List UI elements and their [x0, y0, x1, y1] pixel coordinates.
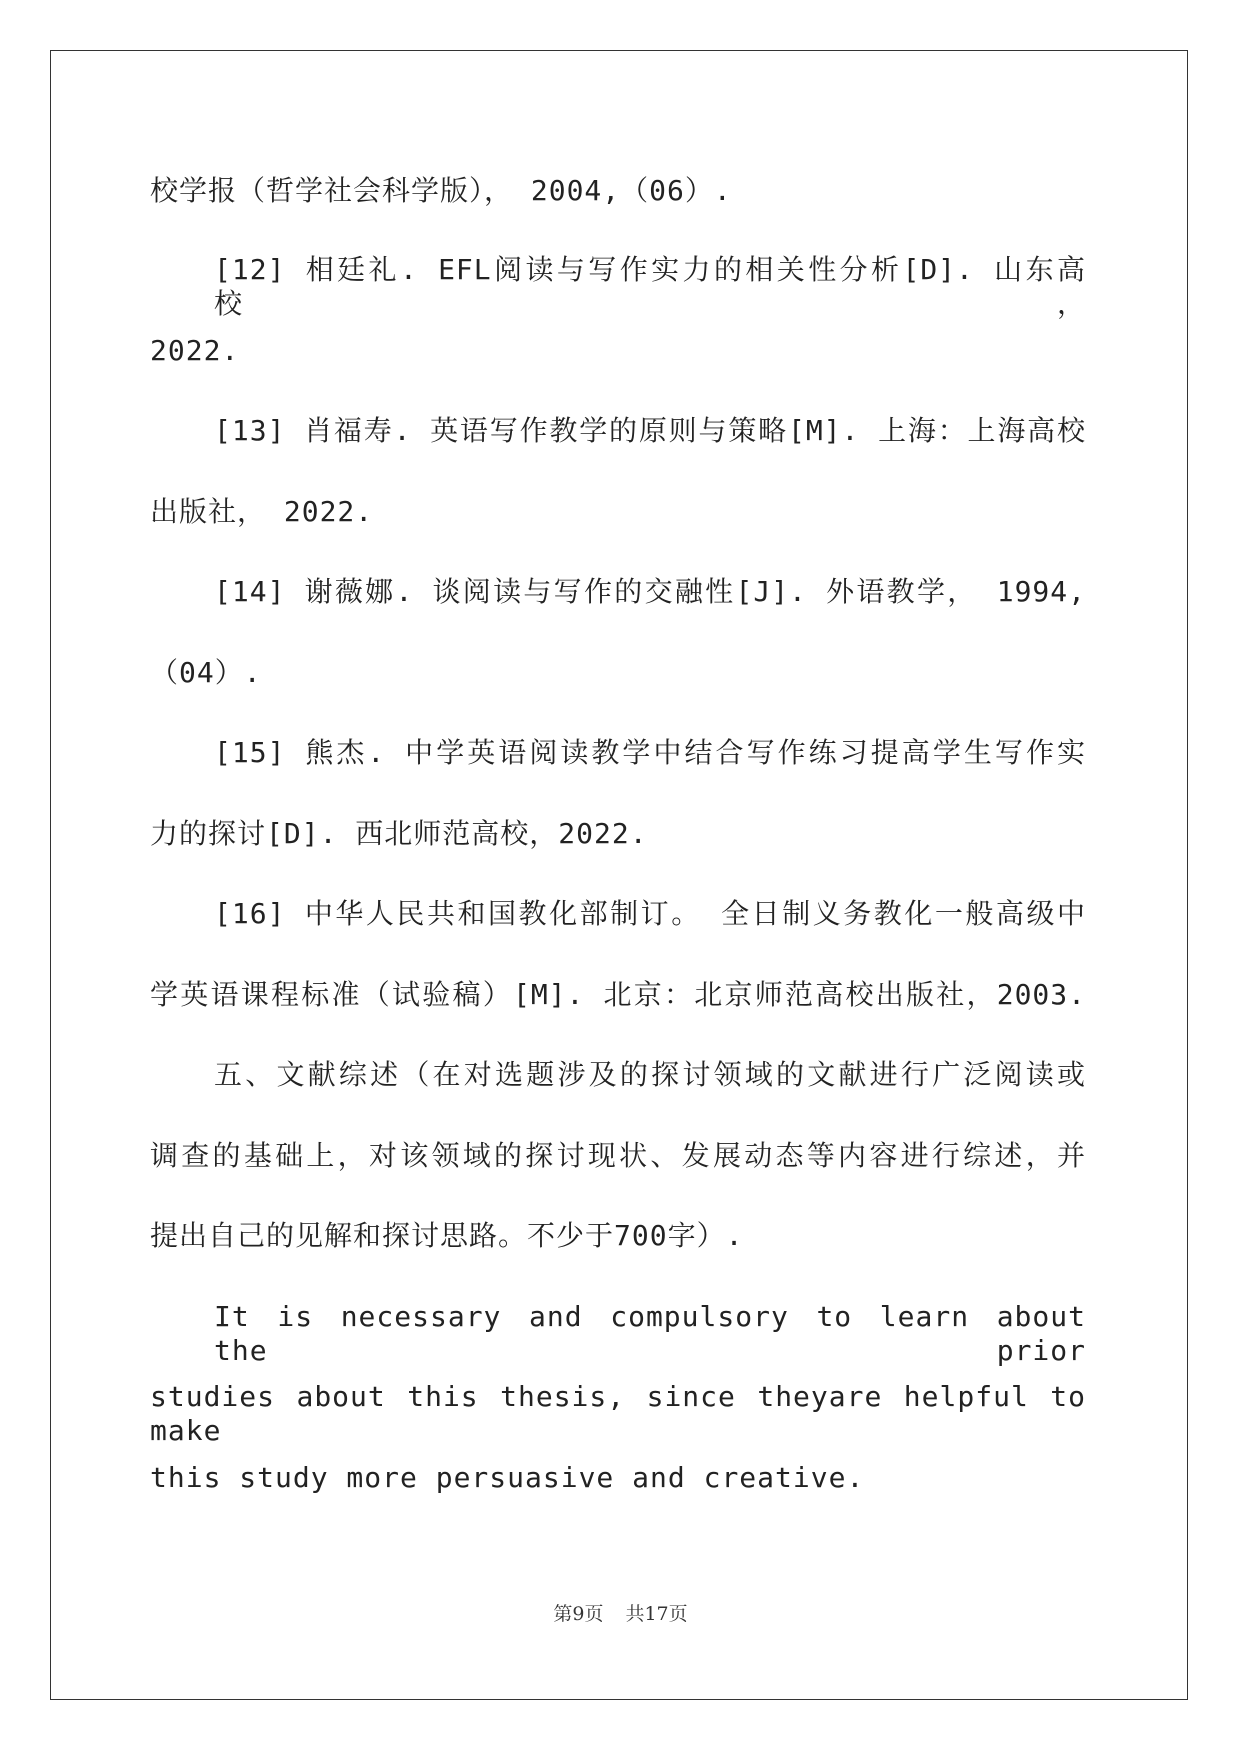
reference-16: [16] 中华人民共和国教化部制订。 全日制义务教化一般高级中: [214, 897, 1086, 930]
english-paragraph-line: studies about this thesis, since theyare helpful to make: [150, 1380, 1086, 1447]
text-line: （04）.: [150, 656, 262, 689]
reference-14: [14] 谢薇娜. 谈阅读与写作的交融性[J]. 外语教学， 1994,: [214, 575, 1086, 608]
reference-13: [13] 肖福寿. 英语写作教学的原则与策略[M]. 上海：上海高校: [214, 414, 1086, 447]
text-line: 提出自己的见解和探讨思路。不少于700字）.: [150, 1219, 744, 1252]
page-footer: [0, 1602, 1241, 1626]
text-line: 学英语课程标准（试验稿）[M]. 北京：北京师范高校出版社，2003.: [150, 978, 1086, 1011]
reference-12: [12] 相廷礼. EFL阅读与写作实力的相关性分析[D]. 山东高校，: [214, 253, 1086, 320]
text-line: 调查的基础上，对该领域的探讨现状、发展动态等内容进行综述，并: [150, 1139, 1086, 1172]
english-paragraph-line: this study more persuasive and creative.: [150, 1461, 865, 1494]
reference-15: [15] 熊杰. 中学英语阅读教学中结合写作练习提高学生写作实: [214, 736, 1086, 769]
text-line: 出版社， 2022.: [150, 495, 374, 528]
english-paragraph-line: It is necessary and compulsory to learn about the prior: [214, 1300, 1086, 1367]
text-line: 2022.: [150, 334, 240, 367]
text-line: 力的探讨[D]. 西北师范高校，2022.: [150, 817, 648, 850]
section-heading-literature-review: 五、文献综述（在对选题涉及的探讨领域的文献进行广泛阅读或: [214, 1058, 1086, 1091]
page-total: 共17页: [625, 1603, 688, 1625]
text-line: 校学报（哲学社会科学版）， 2004,（06）.: [150, 174, 732, 207]
page-number: 第9页: [553, 1603, 604, 1625]
